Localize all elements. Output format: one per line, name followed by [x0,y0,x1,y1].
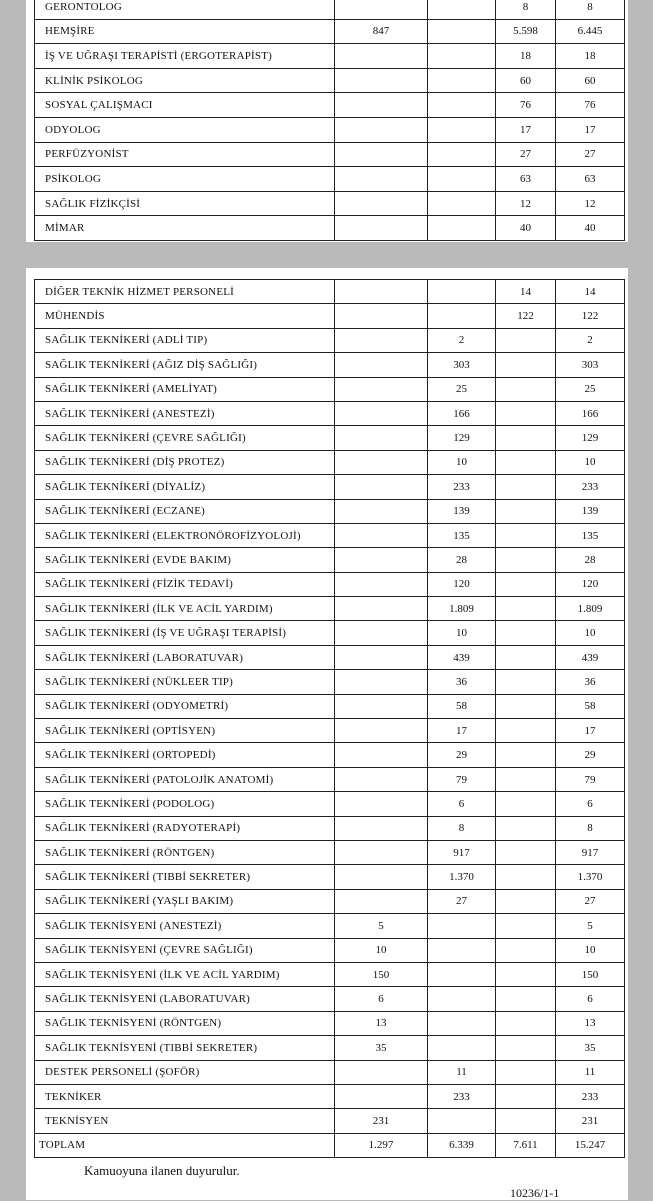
staff-title-cell: SAĞLIK TEKNİKERİ (DİŞ PROTEZ) [35,450,335,474]
count-cell-col3 [496,914,556,938]
count-cell-col2 [428,19,496,44]
count-cell-col1 [335,401,428,425]
count-cell-col3: 14 [496,280,556,304]
count-cell-col2: 17 [428,719,496,743]
count-cell-col3: 8 [496,0,556,19]
staff-title-cell: PERFÜZYONİST [35,142,335,167]
count-cell-col1 [335,117,428,142]
count-cell-col1 [335,743,428,767]
staff-title-cell: SAĞLIK TEKNİSYENİ (İLK VE ACİL YARDIM) [35,962,335,986]
table-row [35,93,625,118]
staff-title-cell: SAĞLIK TEKNİKERİ (RADYOTERAPİ) [35,816,335,840]
count-cell-col3 [496,1060,556,1084]
count-cell-col1 [335,68,428,93]
count-cell-col3 [496,426,556,450]
staff-title-cell: DİĞER TEKNİK HİZMET PERSONELİ [35,280,335,304]
table-row [35,865,625,889]
count-cell-col2 [428,962,496,986]
staff-title-cell: SAĞLIK TEKNİKERİ (LABORATUVAR) [35,645,335,669]
total-cell: 13 [556,1011,625,1035]
count-cell-col2 [428,142,496,167]
count-cell-col3: 76 [496,93,556,118]
count-cell-col2: 8 [428,816,496,840]
staff-table-top-body [35,0,625,240]
table-row [35,68,625,93]
total-cell: 18 [556,44,625,69]
total-cell: 139 [556,499,625,523]
count-cell-col1 [335,191,428,216]
total-cell: 5 [556,914,625,938]
table-row [35,938,625,962]
total-cell: 11 [556,1060,625,1084]
count-cell-col2 [428,1036,496,1060]
staff-title-cell: SAĞLIK TEKNİKERİ (ECZANE) [35,499,335,523]
staff-title-cell: MİMAR [35,216,335,241]
count-cell-col1 [335,840,428,864]
staff-table-bottom-body [35,280,625,1158]
count-cell-col2: 36 [428,670,496,694]
count-cell-col3: 27 [496,142,556,167]
count-cell-col2: 10 [428,621,496,645]
count-cell-col2 [428,167,496,192]
count-cell-col2 [428,914,496,938]
table-row [35,792,625,816]
grand-total-cell: 15.247 [556,1133,625,1157]
public-notice-text: Kamuoyuna ilanen duyurulur. [84,1163,240,1178]
count-cell-col2: 439 [428,645,496,669]
count-cell-col1 [335,816,428,840]
staff-title-cell: DESTEK PERSONELİ (ŞOFÖR) [35,1060,335,1084]
staff-table-bottom [34,279,625,1158]
count-cell-col2 [428,1109,496,1133]
total-cell: 8 [556,816,625,840]
table-row [35,572,625,596]
count-cell-col3 [496,572,556,596]
total-cell: 17 [556,117,625,142]
staff-table-top [34,0,625,241]
count-cell-col1 [335,0,428,19]
count-cell-col3: 40 [496,216,556,241]
count-cell-col3 [496,645,556,669]
staff-title-cell: SAĞLIK TEKNİKERİ (ORTOPEDİ) [35,743,335,767]
table-row [35,499,625,523]
count-cell-col3 [496,328,556,352]
table-row [35,450,625,474]
table-row [35,304,625,328]
table-row [35,548,625,572]
count-cell-col1: 5 [335,914,428,938]
count-cell-col2: 135 [428,523,496,547]
staff-title-cell: PSİKOLOG [35,167,335,192]
table-row [35,645,625,669]
staff-title-cell: SAĞLIK TEKNİSYENİ (ÇEVRE SAĞLIĞI) [35,938,335,962]
total-count-col2: 6.339 [428,1133,496,1157]
count-cell-col1 [335,216,428,241]
count-cell-col1 [335,167,428,192]
count-cell-col3 [496,377,556,401]
count-cell-col3 [496,1011,556,1035]
count-cell-col1 [335,889,428,913]
count-cell-col2: 139 [428,499,496,523]
staff-title-cell: SAĞLIK TEKNİKERİ (FİZİK TEDAVİ) [35,572,335,596]
count-cell-col2: 29 [428,743,496,767]
staff-title-cell: TEKNİSYEN [35,1109,335,1133]
count-cell-col2: 1.370 [428,865,496,889]
count-cell-col3 [496,889,556,913]
count-cell-col3: 18 [496,44,556,69]
staff-title-cell: SAĞLIK TEKNİKERİ (AĞIZ DİŞ SAĞLIĞI) [35,353,335,377]
total-count-col1: 1.297 [335,1133,428,1157]
table-row [35,401,625,425]
count-cell-col2: 6 [428,792,496,816]
count-cell-col1: 35 [335,1036,428,1060]
total-cell: 122 [556,304,625,328]
count-cell-col1 [335,280,428,304]
count-cell-col1 [335,426,428,450]
count-cell-col2 [428,191,496,216]
staff-title-cell: SAĞLIK TEKNİKERİ (OPTİSYEN) [35,719,335,743]
staff-title-cell: SAĞLIK TEKNİKERİ (ÇEVRE SAĞLIĞI) [35,426,335,450]
count-cell-col1: 150 [335,962,428,986]
count-cell-col1 [335,670,428,694]
total-cell: 10 [556,621,625,645]
staff-title-cell: SAĞLIK TEKNİSYENİ (LABORATUVAR) [35,987,335,1011]
count-cell-col1: 231 [335,1109,428,1133]
staff-title-cell: KLİNİK PSİKOLOG [35,68,335,93]
count-cell-col3 [496,548,556,572]
total-cell: 76 [556,93,625,118]
count-cell-col1 [335,865,428,889]
table-row [35,743,625,767]
count-cell-col1 [335,621,428,645]
staff-title-cell: HEMŞİRE [35,19,335,44]
total-cell: 6.445 [556,19,625,44]
count-cell-col3 [496,987,556,1011]
count-cell-col1 [335,597,428,621]
count-cell-col1 [335,328,428,352]
count-cell-col2 [428,68,496,93]
count-cell-col1: 847 [335,19,428,44]
table-row [35,523,625,547]
count-cell-col2: 2 [428,328,496,352]
staff-title-cell: SAĞLIK TEKNİKERİ (TIBBİ SEKRETER) [35,865,335,889]
count-cell-col3 [496,670,556,694]
count-cell-col3 [496,962,556,986]
count-cell-col1 [335,792,428,816]
table-row [35,694,625,718]
count-cell-col3 [496,767,556,791]
total-cell: 129 [556,426,625,450]
count-cell-col2 [428,93,496,118]
count-cell-col1: 10 [335,938,428,962]
count-cell-col2 [428,1011,496,1035]
table-row [35,840,625,864]
total-cell: 303 [556,353,625,377]
count-cell-col3 [496,719,556,743]
staff-title-cell: SAĞLIK TEKNİKERİ (İLK VE ACİL YARDIM) [35,597,335,621]
document-page-top [26,0,628,242]
count-cell-col1: 13 [335,1011,428,1035]
count-cell-col3 [496,816,556,840]
table-row [35,1060,625,1084]
total-cell: 10 [556,450,625,474]
table-row [35,767,625,791]
count-cell-col2: 233 [428,1084,496,1108]
staff-title-cell: İŞ VE UĞRAŞI TERAPİSTİ (ERGOTERAPİST) [35,44,335,69]
count-cell-col2 [428,44,496,69]
count-cell-col2: 25 [428,377,496,401]
staff-title-cell: SAĞLIK TEKNİKERİ (EVDE BAKIM) [35,548,335,572]
count-cell-col3 [496,938,556,962]
total-cell: 917 [556,840,625,864]
total-cell: 79 [556,767,625,791]
count-cell-col3 [496,694,556,718]
staff-title-cell: SOSYAL ÇALIŞMACI [35,93,335,118]
table-row [35,889,625,913]
total-cell: 14 [556,280,625,304]
table-row [35,353,625,377]
count-cell-col3 [496,1109,556,1133]
total-cell: 439 [556,645,625,669]
total-cell: 6 [556,987,625,1011]
staff-title-cell: SAĞLIK TEKNİKERİ (DİYALİZ) [35,475,335,499]
count-cell-col2 [428,216,496,241]
table-row [35,670,625,694]
staff-title-cell: SAĞLIK TEKNİSYENİ (TIBBİ SEKRETER) [35,1036,335,1060]
staff-title-cell: SAĞLIK TEKNİKERİ (ADLİ TIP) [35,328,335,352]
document-number: 10236/1-1 [510,1186,560,1200]
count-cell-col3: 12 [496,191,556,216]
count-cell-col3 [496,621,556,645]
table-row [35,914,625,938]
total-cell: 36 [556,670,625,694]
count-cell-col1 [335,1084,428,1108]
count-cell-col3 [496,792,556,816]
count-cell-col2 [428,280,496,304]
count-cell-col3 [496,401,556,425]
count-cell-col2: 120 [428,572,496,596]
count-cell-col3 [496,523,556,547]
total-label-cell: TOPLAM [35,1133,335,1157]
total-cell: 27 [556,142,625,167]
count-cell-col1 [335,353,428,377]
total-cell: 12 [556,191,625,216]
table-row [35,1036,625,1060]
table-row [35,987,625,1011]
count-cell-col2: 166 [428,401,496,425]
count-cell-col2 [428,0,496,19]
document-page-bottom [26,268,628,1200]
table-total-row [35,1133,625,1157]
total-cell: 231 [556,1109,625,1133]
staff-title-cell: SAĞLIK TEKNİKERİ (ANESTEZİ) [35,401,335,425]
count-cell-col1 [335,694,428,718]
count-cell-col1 [335,719,428,743]
staff-title-cell: SAĞLIK TEKNİKERİ (PATOLOJİK ANATOMİ) [35,767,335,791]
table-row [35,44,625,69]
table-row [35,142,625,167]
count-cell-col2: 28 [428,548,496,572]
staff-title-cell: SAĞLIK TEKNİKERİ (PODOLOG) [35,792,335,816]
table-row [35,280,625,304]
count-cell-col3: 17 [496,117,556,142]
total-count-col3: 7.611 [496,1133,556,1157]
count-cell-col1 [335,767,428,791]
table-row [35,377,625,401]
count-cell-col1 [335,1060,428,1084]
count-cell-col3: 122 [496,304,556,328]
total-cell: 60 [556,68,625,93]
total-cell: 35 [556,1036,625,1060]
table-row [35,962,625,986]
table-row [35,191,625,216]
table-row [35,19,625,44]
staff-title-cell: SAĞLIK FİZİKÇİSİ [35,191,335,216]
count-cell-col2 [428,987,496,1011]
staff-title-cell: SAĞLIK TEKNİKERİ (YAŞLI BAKIM) [35,889,335,913]
count-cell-col2: 1.809 [428,597,496,621]
count-cell-col2: 917 [428,840,496,864]
total-cell: 8 [556,0,625,19]
staff-title-cell: ODYOLOG [35,117,335,142]
count-cell-col2: 11 [428,1060,496,1084]
total-cell: 63 [556,167,625,192]
table-row [35,597,625,621]
count-cell-col2 [428,117,496,142]
count-cell-col3 [496,1084,556,1108]
total-cell: 25 [556,377,625,401]
count-cell-col1 [335,304,428,328]
table-row [35,328,625,352]
total-cell: 6 [556,792,625,816]
count-cell-col1 [335,645,428,669]
count-cell-col3 [496,865,556,889]
staff-title-cell: SAĞLIK TEKNİKERİ (NÜKLEER TIP) [35,670,335,694]
staff-title-cell: SAĞLIK TEKNİKERİ (RÖNTGEN) [35,840,335,864]
staff-title-cell: GERONTOLOG [35,0,335,19]
table-row [35,1084,625,1108]
count-cell-col1 [335,572,428,596]
total-cell: 17 [556,719,625,743]
total-cell: 58 [556,694,625,718]
table-row [35,117,625,142]
count-cell-col2: 79 [428,767,496,791]
count-cell-col2: 303 [428,353,496,377]
total-cell: 150 [556,962,625,986]
count-cell-col3: 60 [496,68,556,93]
count-cell-col3 [496,475,556,499]
count-cell-col1 [335,548,428,572]
count-cell-col2: 27 [428,889,496,913]
count-cell-col1 [335,93,428,118]
count-cell-col3 [496,353,556,377]
staff-title-cell: SAĞLIK TEKNİSYENİ (RÖNTGEN) [35,1011,335,1035]
count-cell-col3 [496,499,556,523]
count-cell-col2 [428,304,496,328]
table-row [35,1109,625,1133]
count-cell-col1 [335,499,428,523]
staff-title-cell: MÜHENDİS [35,304,335,328]
staff-title-cell: TEKNİKER [35,1084,335,1108]
count-cell-col2: 10 [428,450,496,474]
total-cell: 233 [556,1084,625,1108]
total-cell: 2 [556,328,625,352]
staff-title-cell: SAĞLIK TEKNİKERİ (İŞ VE UĞRAŞI TERAPİSİ) [35,621,335,645]
count-cell-col1: 6 [335,987,428,1011]
table-row [35,1011,625,1035]
count-cell-col1 [335,44,428,69]
total-cell: 27 [556,889,625,913]
total-cell: 1.370 [556,865,625,889]
count-cell-col1 [335,450,428,474]
total-cell: 28 [556,548,625,572]
count-cell-col1 [335,377,428,401]
count-cell-col3 [496,597,556,621]
table-row [35,621,625,645]
table-row [35,167,625,192]
count-cell-col1 [335,475,428,499]
total-cell: 135 [556,523,625,547]
total-cell: 1.809 [556,597,625,621]
count-cell-col3: 63 [496,167,556,192]
table-row [35,426,625,450]
table-row [35,0,625,19]
count-cell-col2: 233 [428,475,496,499]
count-cell-col2: 129 [428,426,496,450]
total-cell: 120 [556,572,625,596]
total-cell: 40 [556,216,625,241]
staff-title-cell: SAĞLIK TEKNİKERİ (ELEKTRONÖROFİZYOLOJİ) [35,523,335,547]
total-cell: 10 [556,938,625,962]
total-cell: 29 [556,743,625,767]
total-cell: 233 [556,475,625,499]
table-row [35,216,625,241]
count-cell-col3 [496,743,556,767]
count-cell-col2: 58 [428,694,496,718]
count-cell-col3: 5.598 [496,19,556,44]
total-cell: 166 [556,401,625,425]
count-cell-col3 [496,840,556,864]
staff-title-cell: SAĞLIK TEKNİKERİ (AMELİYAT) [35,377,335,401]
staff-title-cell: SAĞLIK TEKNİKERİ (ODYOMETRİ) [35,694,335,718]
table-row [35,475,625,499]
table-row [35,719,625,743]
count-cell-col2 [428,938,496,962]
count-cell-col1 [335,523,428,547]
count-cell-col3 [496,450,556,474]
table-row [35,816,625,840]
staff-title-cell: SAĞLIK TEKNİSYENİ (ANESTEZİ) [35,914,335,938]
count-cell-col1 [335,142,428,167]
count-cell-col3 [496,1036,556,1060]
